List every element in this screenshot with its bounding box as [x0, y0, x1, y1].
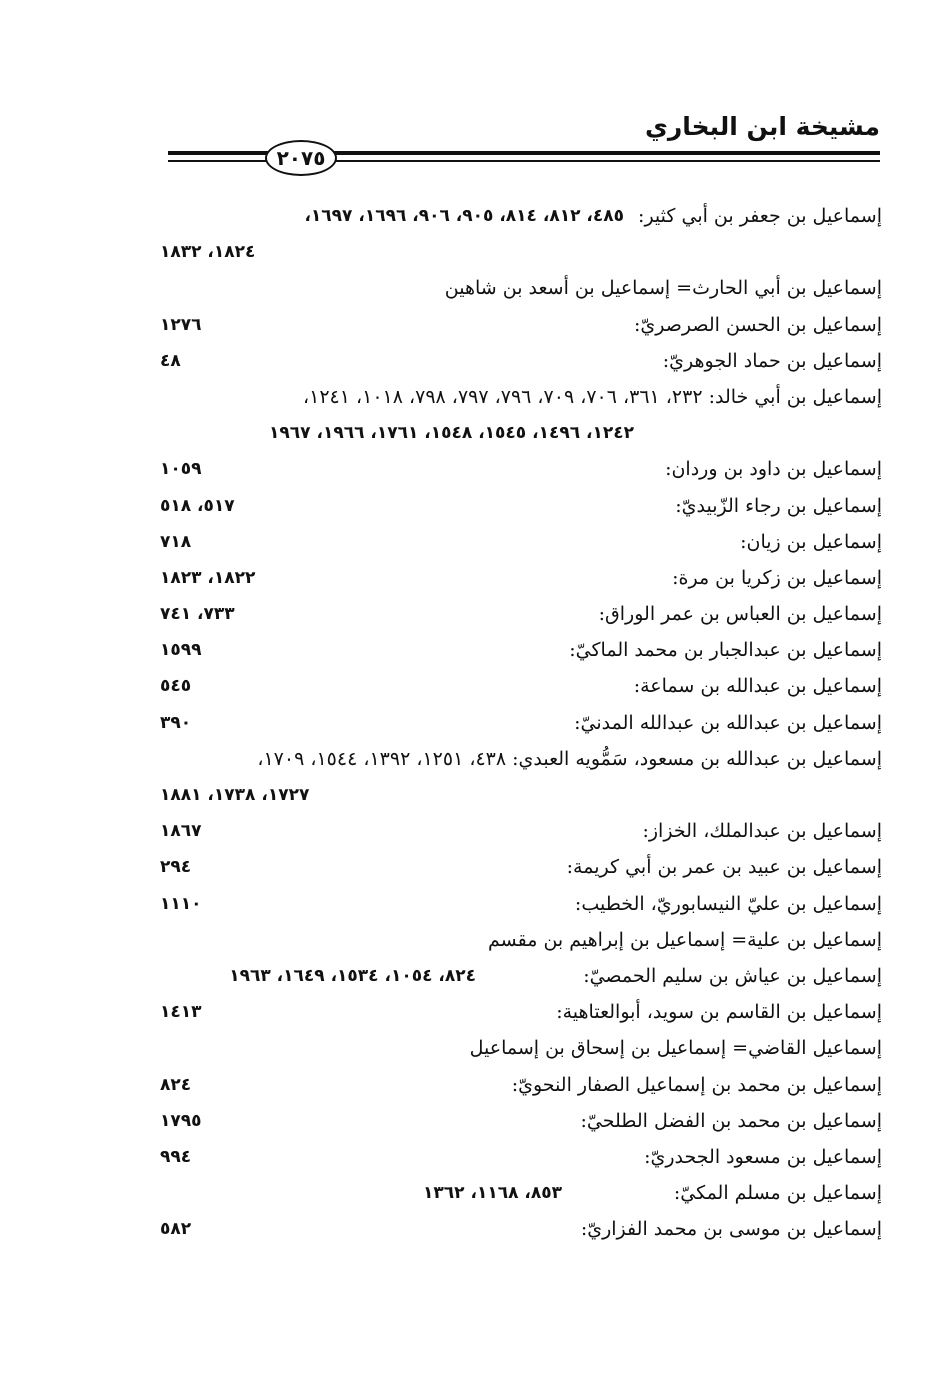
index-entry	[160, 1175, 882, 1211]
header-rule-left-thin	[168, 160, 268, 162]
entry-numbers: ٢٩٤	[160, 857, 192, 878]
index-entry	[160, 741, 882, 777]
entry-numbers: ٨٥٣، ١١٦٨، ١٣٦٢	[423, 1183, 562, 1204]
entry-name: إسماعيل بن عياش بن سليم الحمصيّ:	[583, 964, 882, 987]
entry-name: إسماعيل بن عبدالملك، الخزاز:	[642, 820, 882, 843]
entry-numbers: ٥١٧، ٥١٨	[160, 495, 235, 516]
entry-numbers: ٥٤٥	[160, 676, 192, 697]
entry-name: إسماعيل بن علية= إسماعيل بن إبراهيم بن مقسم	[488, 928, 882, 951]
index-entry	[160, 270, 882, 306]
entry-name: إسماعيل بن زيان:	[740, 530, 882, 553]
entry-numbers: ١٧٢٧، ١٧٣٨، ١٨٨١	[160, 785, 310, 805]
entry-name: إسماعيل بن زكريا بن مرة:	[672, 566, 882, 589]
entry-name: إسماعيل بن عبدالجبار بن محمد الماكيّ:	[569, 639, 882, 662]
header-rule-right-thin	[334, 160, 880, 162]
index-entry	[160, 958, 882, 994]
entry-name: إسماعيل بن أبي الحارث= إسماعيل بن أسعد بن شاهين	[444, 277, 882, 300]
entry-numbers: ٤٨٥، ٨١٢، ٨١٤، ٩٠٥، ٩٠٦، ١٦٩٦، ١٦٩٧،	[304, 206, 624, 226]
index-entry	[160, 560, 882, 596]
entry-numbers: ١٥٩٩	[160, 640, 202, 661]
entry-name: إسماعيل بن حماد الجوهريّ:	[662, 349, 882, 372]
index-entry	[160, 1030, 882, 1066]
entry-name: إسماعيل القاضي= إسماعيل بن إسحاق بن إسماعيل	[469, 1037, 882, 1060]
index-entry	[160, 849, 882, 885]
index-entry	[160, 415, 882, 451]
entry-name: إسماعيل بن محمد بن إسماعيل الصفار النحويّ:	[511, 1073, 882, 1096]
entry-name: إسماعيل بن موسى بن محمد الفزاريّ:	[580, 1218, 882, 1241]
index-entry	[160, 379, 882, 415]
entry-numbers: ٤٨	[160, 350, 181, 371]
index-entry	[160, 596, 882, 632]
entry-name: إسماعيل بن العباس بن عمر الوراق:	[598, 603, 882, 626]
index-entry	[160, 1139, 882, 1175]
entry-numbers: ٥٨٢	[160, 1219, 192, 1240]
page-number-badge	[265, 140, 337, 176]
entry-numbers: ١٠٥٩	[160, 459, 202, 480]
entry-name: إسماعيل بن رجاء الزّبيديّ:	[675, 494, 882, 517]
entry-name: إسماعيل بن عبدالله بن مسعود، سَمُّويه العبدي: ٤٣٨، ١٢٥١، ١٣٩٢، ١٥٤٤، ١٧٠٩،	[257, 747, 882, 770]
index-entry	[160, 1211, 882, 1247]
index-entry	[160, 343, 882, 379]
index-entry	[160, 886, 882, 922]
entry-name: إسماعيل بن الحسن الصرصريّ:	[634, 313, 882, 336]
index-entry	[160, 198, 882, 234]
index-entry	[160, 777, 882, 813]
index-entry	[160, 234, 882, 270]
index-entry	[160, 813, 882, 849]
entry-name: إسماعيل بن عبيد بن عمر بن أبي كريمة:	[566, 856, 882, 879]
entry-name: إسماعيل بن محمد بن الفضل الطلحيّ:	[580, 1109, 882, 1132]
index-entry	[160, 1067, 882, 1103]
entry-numbers: ٧١٨	[160, 531, 192, 552]
index-entry	[160, 488, 882, 524]
entry-numbers: ١٨٢٢، ١٨٢٣	[160, 567, 256, 588]
index-entry	[160, 994, 882, 1030]
entry-numbers: ٣٩٠	[160, 712, 192, 733]
entry-name: إسماعيل بن عبدالله بن سماعة:	[633, 675, 882, 698]
entry-name: إسماعيل بن عبدالله بن عبدالله المدنيّ:	[574, 711, 882, 734]
entry-numbers: ٨٢٤	[160, 1074, 192, 1095]
header-rule-left	[168, 151, 268, 155]
entry-numbers: ١٧٩٥	[160, 1110, 202, 1131]
entry-name: إسماعيل بن داود بن وردان:	[665, 458, 882, 481]
index-entries	[160, 198, 882, 1247]
index-entry	[160, 451, 882, 487]
entry-name: إسماعيل بن عليّ النيسابوريّ، الخطيب:	[574, 892, 882, 915]
entry-numbers: ٩٩٤	[160, 1146, 192, 1167]
entry-numbers: ١٨٦٧	[160, 821, 202, 842]
entry-name: إسماعيل بن مسعود الجحدريّ:	[644, 1145, 882, 1168]
index-entry	[160, 632, 882, 668]
entry-name: إسماعيل بن مسلم المكيّ:	[673, 1182, 882, 1205]
index-entry	[160, 307, 882, 343]
index-entry	[160, 668, 882, 704]
entry-numbers: ١١١٠	[160, 893, 202, 914]
entry-numbers: ١٤١٣	[160, 1002, 202, 1023]
entry-numbers: ١٨٢٤، ١٨٣٢	[160, 242, 256, 263]
index-entry	[160, 922, 882, 958]
entry-name: إسماعيل بن جعفر بن أبي كثير:	[638, 205, 882, 227]
entry-name: إسماعيل بن القاسم بن سويد، أبوالعتاهية:	[556, 1001, 882, 1024]
entry-numbers: ١٢٧٦	[160, 314, 202, 335]
entry-numbers: ٨٢٤، ١٠٥٤، ١٥٣٤، ١٦٤٩، ١٩٦٣	[229, 965, 476, 986]
entry-numbers: ١٢٤٢، ١٤٩٦، ١٥٤٥، ١٥٤٨، ١٧٦١، ١٩٦٦، ١٩٦٧	[269, 423, 634, 444]
index-entry	[160, 524, 882, 560]
entry-name: إسماعيل بن أبي خالد: ٢٣٢، ٣٦١، ٧٠٦، ٧٠٩، ٧٩٦، ٧٩٧، ٧٩٨، ١٠١٨، ١٢٤١،	[303, 385, 882, 408]
entry-numbers: ٧٣٣، ٧٤١	[160, 604, 235, 625]
page-number: ٢٠٧٥	[276, 146, 326, 170]
index-entry	[160, 1103, 882, 1139]
book-title: مشيخة ابن البخاري	[644, 112, 880, 141]
index-entry	[160, 705, 882, 741]
header-rule-right	[334, 151, 880, 155]
